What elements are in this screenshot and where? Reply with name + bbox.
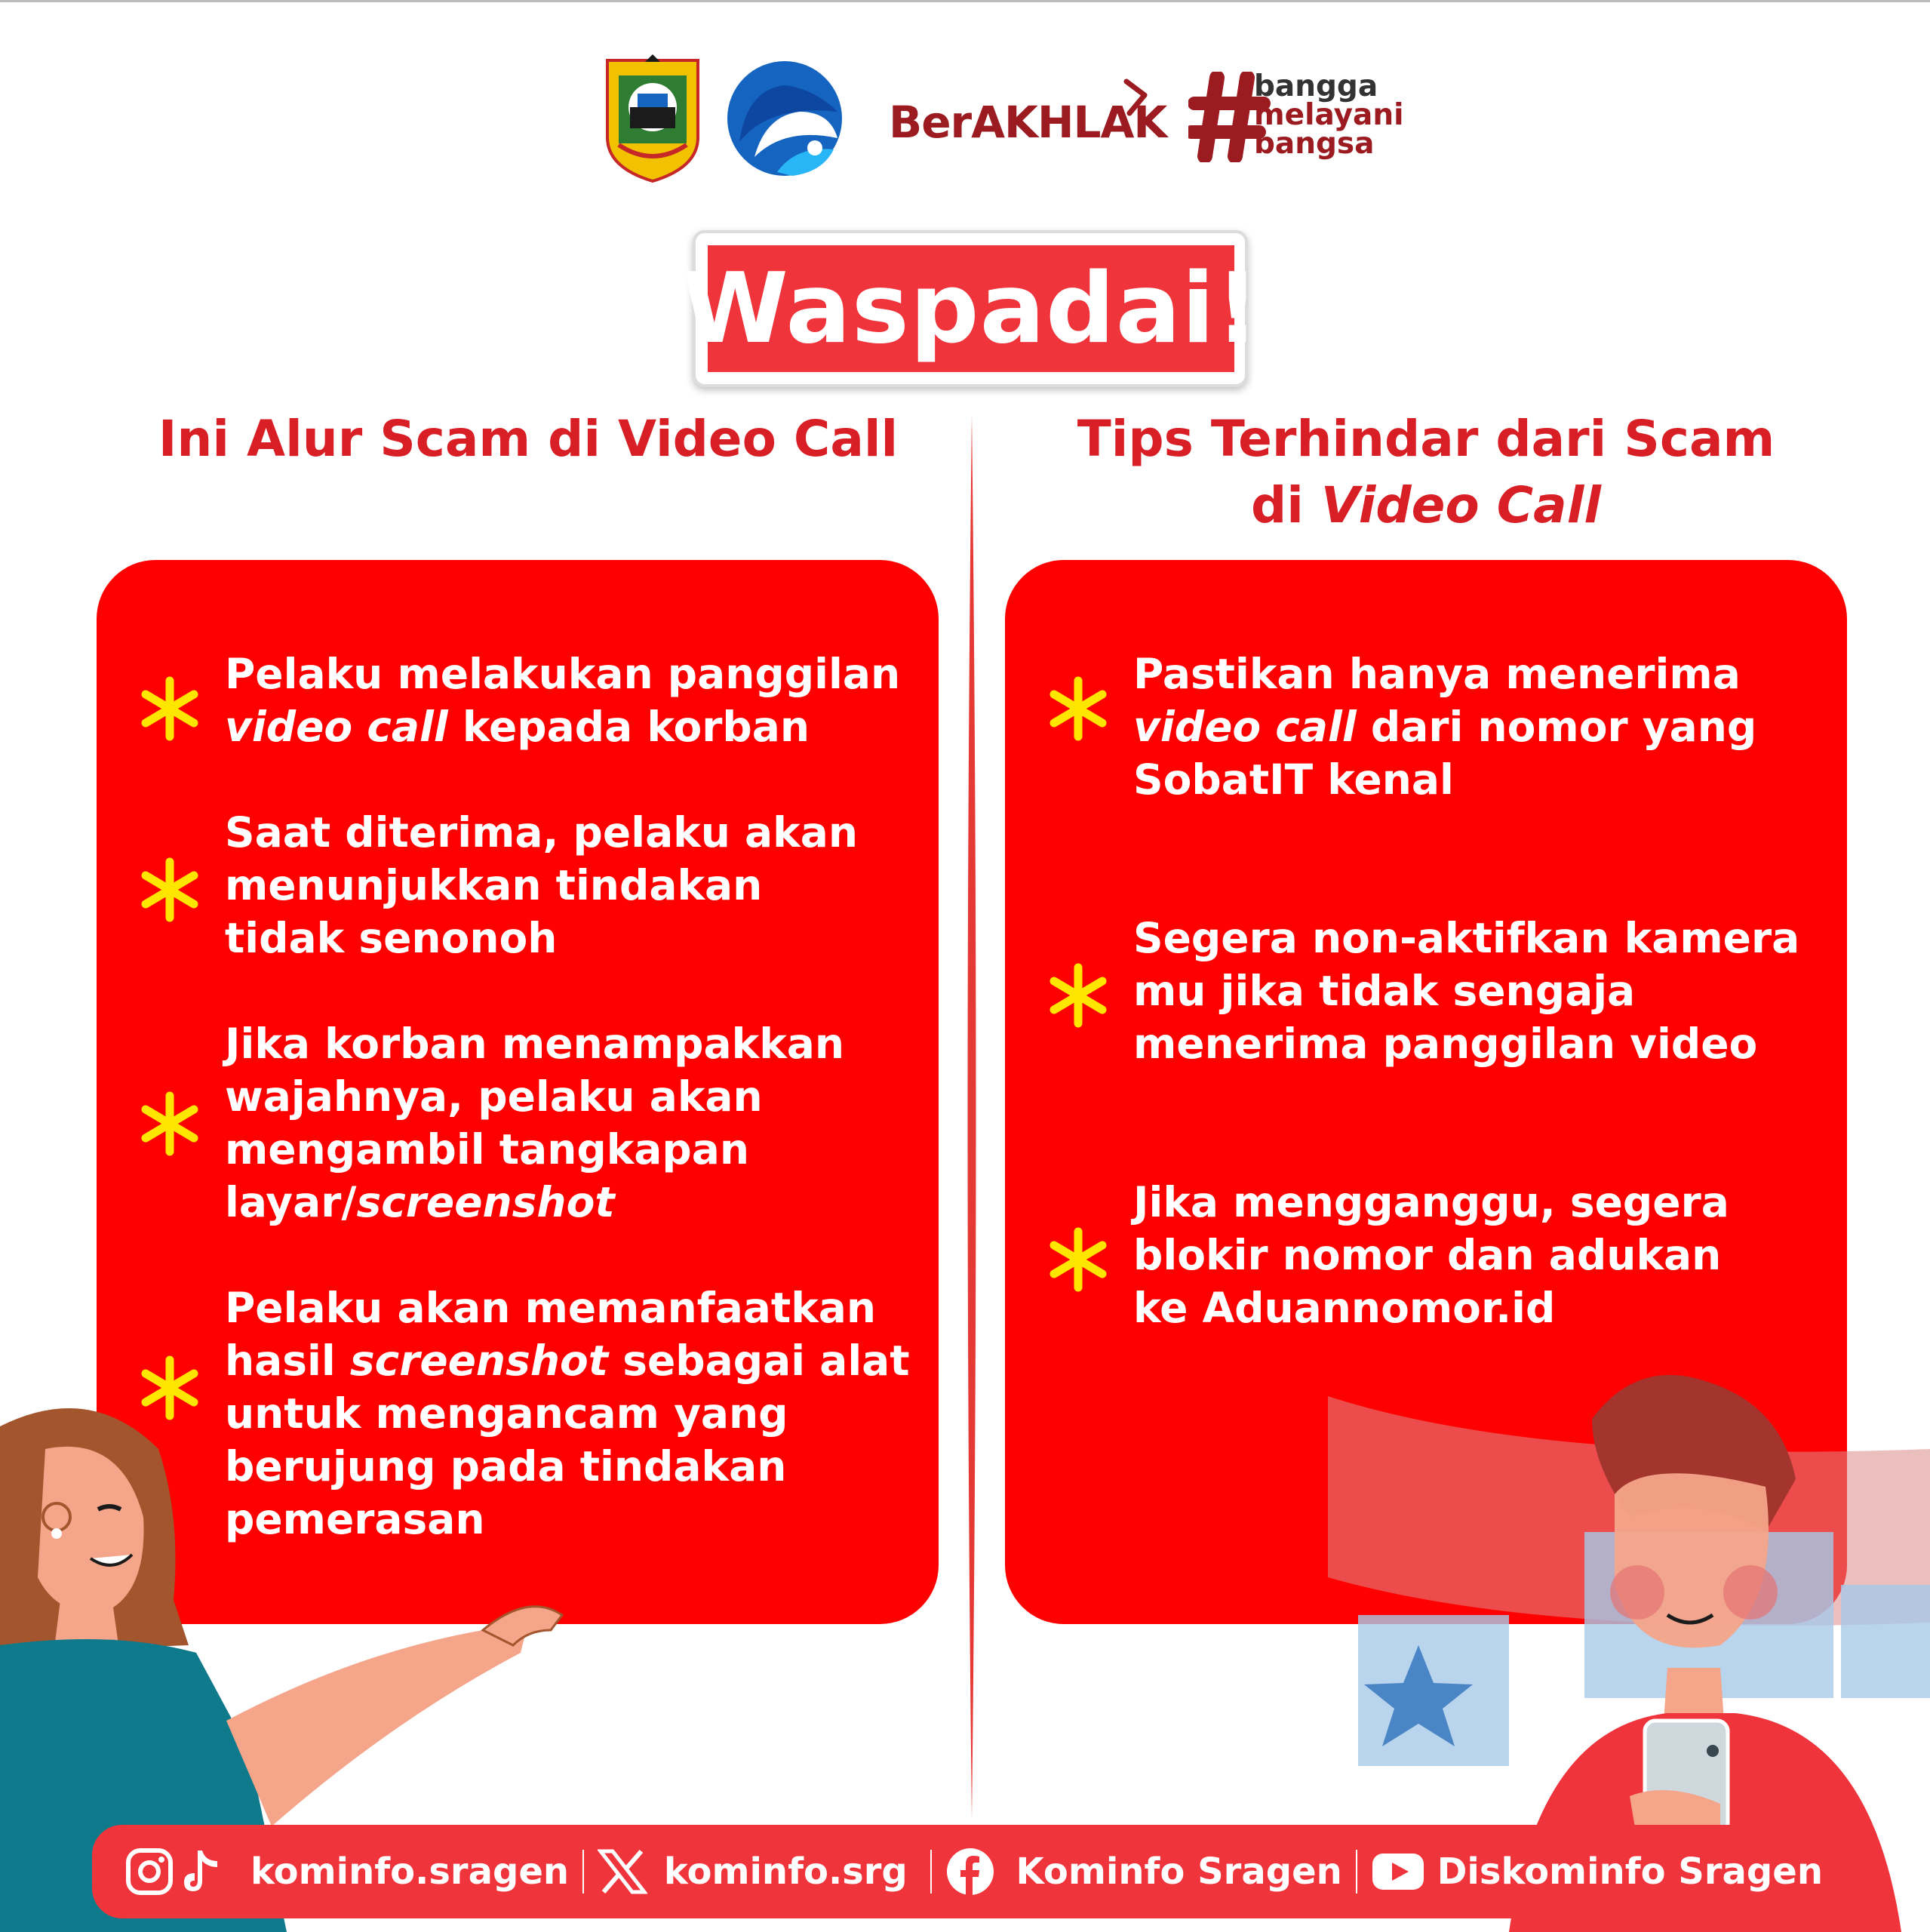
x-label: kominfo.srg [663, 1850, 908, 1893]
list-item: Jika mengganggu, segera blokir nomor dan adukan ke Aduannomor.id [1005, 1176, 1847, 1342]
facebook-label: Kominfo Sragen [1016, 1850, 1342, 1893]
facebook-icon [945, 1847, 995, 1897]
right-heading-line2: di Video Call [1251, 476, 1601, 534]
center-divider [963, 415, 980, 1819]
list-item: Saat diterima, pelaku akan menunjukkan tindakan tidak senonoh [97, 806, 939, 972]
tiktok-icon [181, 1847, 222, 1896]
left-heading-text: Ini Alur Scam di Video Call [158, 410, 899, 468]
list-item: Segera non-aktifkan kamera mu jika tidak sengaja menerima panggilan video [1005, 912, 1847, 1078]
bangga-melayani-bangsa-logo [1254, 69, 1404, 161]
right-heading [1011, 406, 1841, 539]
asterisk-icon [136, 856, 204, 924]
berakhlak-logo: BerAKHLAK [889, 97, 1167, 148]
page-title: Waspadai! [708, 245, 1234, 372]
sragen-emblem-logo [604, 54, 702, 183]
asterisk-icon [136, 675, 204, 743]
asterisk-icon [1044, 961, 1112, 1029]
list-item: Pelaku akan memanfaatkan hasil screenshot sebagai alat untuk mengancam yang berujung pada tindakan pemerasan [97, 1281, 939, 1553]
youtube-icon [1371, 1852, 1425, 1891]
top-border [0, 0, 1930, 2]
x-handle[interactable] [598, 1848, 908, 1895]
asterisk-icon [1044, 1226, 1112, 1294]
list-item: Pastikan hanya menerima video call dari nomor yang SobatIT kenal [1005, 648, 1847, 814]
melayani-word: melayani [1254, 98, 1404, 132]
right-heading-line1: Tips Terhindar dari Scam [1077, 410, 1775, 468]
asterisk-icon [1044, 675, 1112, 743]
bangsa-word: bangsa [1254, 127, 1375, 161]
youtube-label: Diskominfo Sragen [1437, 1850, 1823, 1893]
footer-separator [582, 1850, 584, 1894]
footer-separator [1356, 1850, 1357, 1894]
x-twitter-icon [598, 1848, 647, 1895]
instagram-tiktok-handle[interactable] [125, 1847, 569, 1896]
instagram-icon [125, 1847, 174, 1896]
kominfo-logo [724, 59, 845, 178]
youtube-handle[interactable] [1371, 1850, 1823, 1893]
left-heading [113, 406, 943, 472]
asterisk-icon [136, 1090, 204, 1158]
facebook-handle[interactable] [945, 1847, 1342, 1897]
list-item: Pelaku melakukan panggilan video call kepada korban [97, 648, 939, 761]
bangga-word: bangga [1254, 69, 1378, 103]
social-footer [92, 1825, 1823, 1918]
list-item: Jika korban menampakkan wajahnya, pelaku akan mengambil tangkapan layar/screenshot [97, 1017, 939, 1236]
footer-separator [930, 1850, 932, 1894]
berakhlak-chevron-icon [1120, 78, 1151, 116]
instagram-tiktok-label: kominfo.sragen [250, 1850, 570, 1893]
